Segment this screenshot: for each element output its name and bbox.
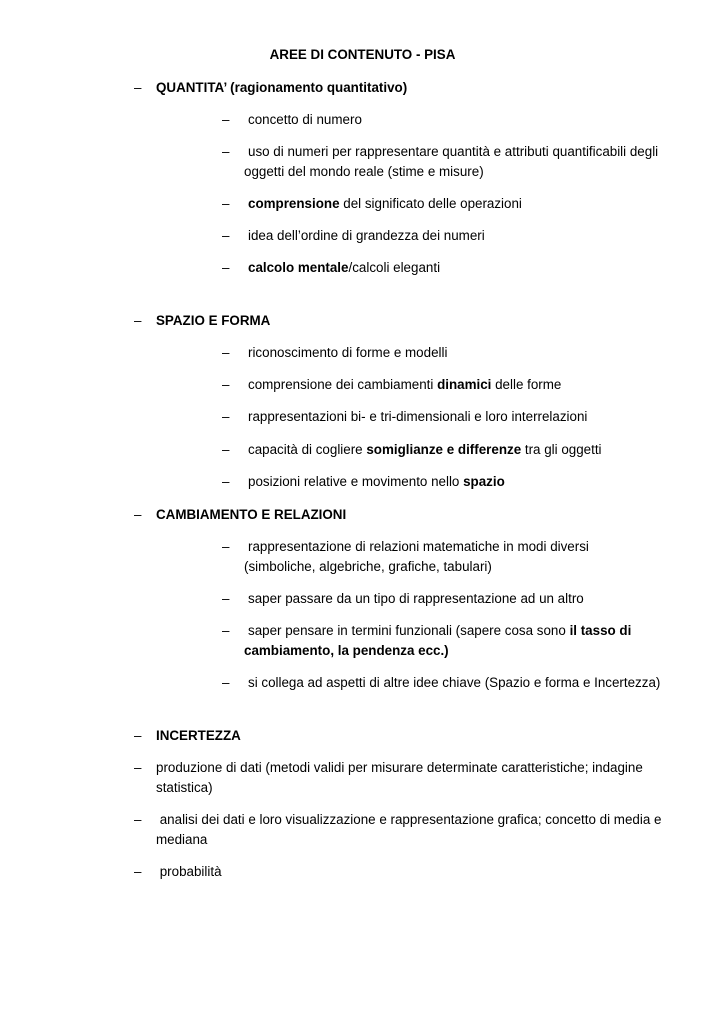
section-heading-spazio-forma [134, 311, 666, 331]
list-item [222, 621, 654, 661]
section-heading-text: INCERTEZZA [156, 728, 241, 743]
list-item [222, 258, 674, 278]
list-item-bold-text: comprensione [248, 196, 340, 211]
section-heading-text: SPAZIO E FORMA [156, 313, 271, 328]
dash-bullet: – [222, 196, 230, 211]
list-item [222, 673, 674, 693]
list-item [134, 758, 666, 798]
list-item-text: tra gli oggetti [521, 442, 602, 457]
list-item [222, 194, 674, 214]
dash-bullet: – [222, 591, 230, 606]
list-item-text: del significato delle operazioni [339, 196, 522, 211]
dash-bullet: – [134, 507, 142, 522]
section-heading-quantita [134, 78, 666, 98]
list-item [222, 110, 674, 130]
dash-bullet: – [222, 228, 230, 243]
section-heading-text: CAMBIAMENTO E RELAZIONI [156, 507, 347, 522]
list-item [134, 810, 666, 850]
list-item-text: saper passare da un tipo di rappresentazione ad un altro [248, 591, 584, 606]
dash-bullet: – [222, 623, 230, 638]
list-item [222, 226, 674, 246]
dash-bullet: – [222, 377, 230, 392]
dash-bullet: – [134, 80, 142, 95]
dash-bullet: – [134, 812, 142, 827]
dash-bullet: – [222, 345, 230, 360]
list-item [222, 589, 674, 609]
list-item [222, 537, 644, 577]
dash-bullet: – [134, 728, 142, 743]
list-item-bold-text: calcolo mentale [248, 260, 349, 275]
dash-bullet: – [222, 539, 230, 554]
section-heading-incertezza [134, 726, 666, 746]
list-item [222, 407, 674, 427]
list-item [222, 375, 674, 395]
dash-bullet: – [222, 409, 230, 424]
list-item-text: comprensione dei cambiamenti [248, 377, 438, 392]
list-item-text: uso di numeri per rappresentare quantità e attributi quantificabili degli oggetti del mondo reale (stime e misure) [244, 144, 659, 179]
list-item-text: rappresentazione di relazioni matematiche in modi diversi (simboliche, algebriche, grafiche, tabulari) [244, 539, 589, 574]
list-item-text: analisi dei dati e loro visualizzazione e rappresentazione grafica; concetto di media e mediana [156, 812, 666, 847]
dash-bullet: – [222, 112, 230, 127]
document-title: AREE DI CONTENUTO - PISA [269, 47, 456, 62]
list-item [222, 440, 674, 460]
list-item-bold-text: il tasso di cambiamento, la pendenza ecc.) [244, 623, 632, 658]
list-item-text: concetto di numero [248, 112, 362, 127]
list-item-text: idea dell’ordine di grandezza dei numeri [248, 228, 485, 243]
dash-bullet: – [222, 675, 230, 690]
dash-bullet: – [222, 474, 230, 489]
list-item-text: riconoscimento di forme e modelli [248, 345, 448, 360]
section-heading-text: QUANTITA’ (ragionamento quantitativo) [156, 80, 408, 95]
dash-bullet: – [222, 260, 230, 275]
list-item-text: posizioni relative e movimento nello [248, 474, 464, 489]
list-item-text: capacità di cogliere [248, 442, 367, 457]
list-item-text: rappresentazioni bi- e tri-dimensionali e loro interrelazioni [248, 409, 588, 424]
list-item [222, 472, 674, 492]
list-item-text: produzione di dati (metodi validi per misurare determinate caratteristiche; indagine statistica) [156, 760, 643, 795]
dash-bullet: – [134, 760, 142, 775]
dash-bullet: – [222, 442, 230, 457]
dash-bullet: – [222, 144, 230, 159]
list-item-bold-text: dinamici [437, 377, 492, 392]
list-item-text: saper pensare in termini funzionali (sapere cosa sono [248, 623, 570, 638]
list-item-text: delle forme [491, 377, 562, 392]
list-item-text: si collega ad aspetti di altre idee chiave (Spazio e forma e Incertezza) [248, 675, 661, 690]
list-item [222, 343, 674, 363]
list-item [134, 862, 666, 882]
section-heading-cambiamento-relazioni [134, 505, 666, 525]
list-item-bold-text: somiglianze e differenze [366, 442, 522, 457]
list-item-text: probabilità [156, 864, 222, 879]
dash-bullet: – [134, 313, 142, 328]
list-item-bold-text: spazio [463, 474, 505, 489]
dash-bullet: – [134, 864, 142, 879]
list-item-text: /calcoli eleganti [348, 260, 441, 275]
list-item [222, 142, 664, 182]
